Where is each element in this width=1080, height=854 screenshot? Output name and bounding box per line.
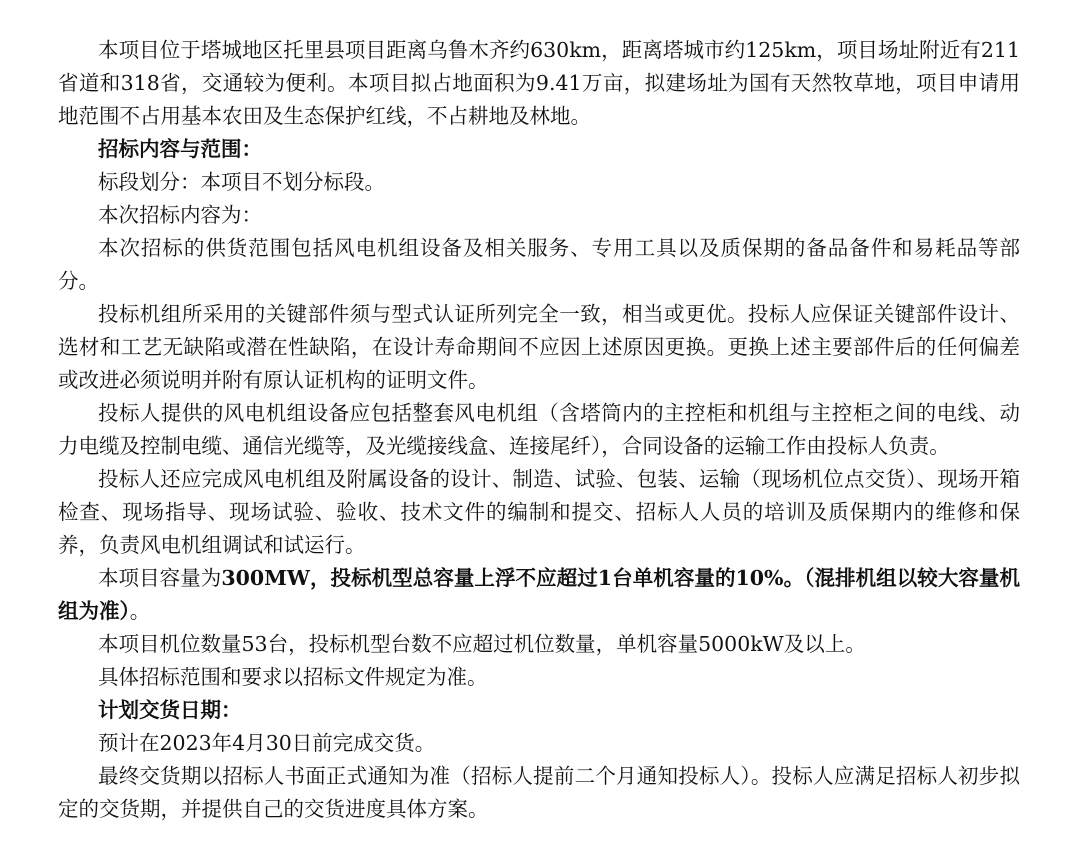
heading-delivery-date: 计划交货日期： [98, 698, 242, 722]
capacity-bold-text: 300MW，投标机型总容量上浮不应超过1台单机容量的10%。（混排机组以较大容量机组为准） [58, 566, 1020, 623]
paragraph-capacity [58, 562, 1020, 628]
paragraph-expected-delivery: 预计在2023年4月30日前完成交货。 [98, 731, 436, 755]
heading-bid-scope: 招标内容与范围： [98, 137, 262, 161]
paragraph-bid-content-intro: 本次招标内容为： [98, 203, 262, 227]
paragraph-lot-division: 标段划分：本项目不划分标段。 [98, 170, 385, 194]
paragraph-final-delivery: 最终交货期以招标人书面正式通知为准（招标人提前二个月通知投标人）。投标人应满足招标人初步拟定的交货期，并提供自己的交货进度具体方案。 [58, 764, 1020, 821]
paragraph-bidder-duties: 投标人还应完成风电机组及附属设备的设计、制造、试验、包装、运输（现场机位点交货）、现场开箱检查、现场指导、现场试验、验收、技术文件的编制和提交、招标人人员的培训及质保期内的维修和保养，负责风电机组调试和试运行。 [58, 467, 1020, 557]
document-body [58, 34, 1020, 826]
paragraph-key-components: 投标机组所采用的关键部件须与型式认证所列完全一致，相当或更优。投标人应保证关键部件设计、选材和工艺无缺陷或潜在性缺陷，在设计寿命期间不应因上述原因更换。更换上述主要部件后的任何偏差或改进必须说明并附有原认证机构的证明文件。 [58, 302, 1020, 392]
paragraph-scope-reference: 具体招标范围和要求以招标文件规定为准。 [98, 665, 488, 689]
paragraph-project-location: 本项目位于塔城地区托里县项目距离乌鲁木齐约630km，距离塔城市约125km，项目场址附近有211省道和318省，交通较为便利。本项目拟占地面积为9.41万亩，拟建场址为国有天然牧草地，项目申请用地范围不占用基本农田及生态保护红线，不占耕地及林地。 [58, 38, 1020, 128]
paragraph-equipment-set: 投标人提供的风电机组设备应包括整套风电机组（含塔筒内的主控柜和机组与主控柜之间的电线、动力电缆及控制电缆、通信光缆等，及光缆接线盒、连接尾纤），合同设备的运输工作由投标人负责。 [58, 401, 1020, 458]
capacity-text: 本项目容量为 [98, 566, 222, 590]
paragraph-turbine-count: 本项目机位数量53台，投标机型台数不应超过机位数量，单机容量5000kW及以上。 [98, 632, 866, 656]
paragraph-supply-scope: 本次招标的供货范围包括风电机组设备及相关服务、专用工具以及质保期的备品备件和易耗品等部分。 [58, 236, 1020, 293]
capacity-tail: 。 [129, 599, 151, 623]
